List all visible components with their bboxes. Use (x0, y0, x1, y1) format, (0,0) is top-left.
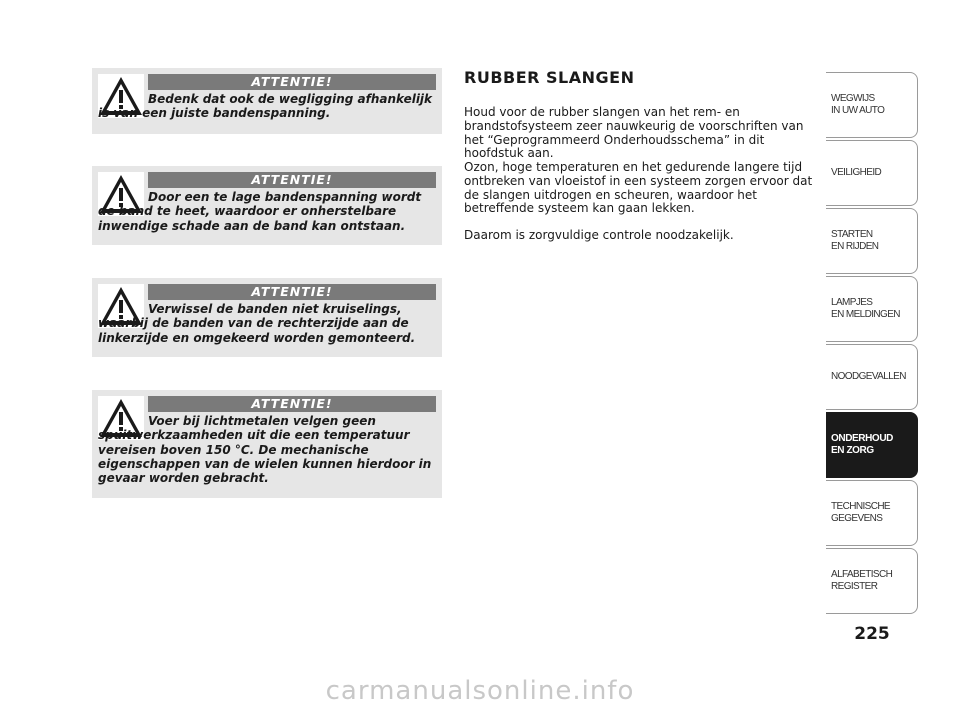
tab-label: VEILIGHEID (831, 167, 882, 178)
tab-label: ONDERHOUD EN ZORG (831, 433, 893, 456)
warning-header: ATTENTIE! (148, 172, 436, 188)
warning-header: ATTENTIE! (148, 396, 436, 412)
tab-veiligheid[interactable] (826, 140, 918, 206)
tab-lampjes[interactable] (826, 276, 918, 342)
warning-header: ATTENTIE! (148, 74, 436, 90)
warning-box-4 (92, 390, 442, 498)
tab-starten[interactable] (826, 208, 918, 274)
tab-onderhoud[interactable] (826, 412, 918, 478)
tab-label: WEGWIJS IN UW AUTO (831, 93, 885, 116)
warning-box-1 (92, 68, 442, 134)
section-title: RUBBER SLANGEN (464, 68, 635, 87)
tab-label: NOODGEVALLEN (831, 371, 906, 382)
warning-box-2 (92, 166, 442, 245)
paragraph-2: Ozon, hoge temperaturen en het gedurende langere tijd ontbreken van vloeistof in een systeem zorgen ervoor dat de slangen uitdrogen en scheuren, waardoor het betreffende systeem kan gaan lekken. (464, 160, 813, 216)
tab-alfabetisch[interactable] (826, 548, 918, 614)
page-number: 225 (854, 624, 890, 644)
warning-text: Door een te lage bandenspanning wordt de band te heet, waardoor er onherstelbare inwendige schade aan de band kan ontstaan. (98, 190, 422, 233)
warning-box-3 (92, 278, 442, 357)
warning-text: Verwissel de banden niet kruiselings, waarbij de banden van de rechterzijde aan de linkerzijde en omgekeerd worden gemonteerd. (98, 302, 416, 345)
tab-label: LAMPJES EN MELDINGEN (831, 297, 900, 320)
tab-label: STARTEN EN RIJDEN (831, 229, 879, 252)
paragraph-3: Daarom is zorgvuldige controle noodzakelijk. (464, 228, 734, 242)
warning-text: Bedenk dat ook de wegligging afhankelijk is van een juiste bandenspanning. (98, 92, 433, 121)
tab-noodgevallen[interactable] (826, 344, 918, 410)
tab-label: TECHNISCHE GEGEVENS (831, 501, 891, 524)
warning-text: Voer bij lichtmetalen velgen geen spuitwerkzaamheden uit die een temperatuur vereisen boven 150 °C. De mechanische eigenschappen van de wielen kunnen hierdoor in gevaar worden gebracht. (98, 414, 432, 486)
warning-header: ATTENTIE! (148, 284, 436, 300)
tab-technische[interactable] (826, 480, 918, 546)
paragraph-1: Houd voor de rubber slangen van het rem- en brandstofsysteem zeer nauwkeurig de voorschriften van het “Geprogrammeerd Onderhoudsschema” in dit hoofdstuk aan. (464, 105, 804, 161)
tab-wegwijs[interactable] (826, 72, 918, 138)
watermark: carmanualsonline.info (325, 676, 635, 706)
tab-label: ALFABETISCH REGISTER (831, 569, 893, 592)
